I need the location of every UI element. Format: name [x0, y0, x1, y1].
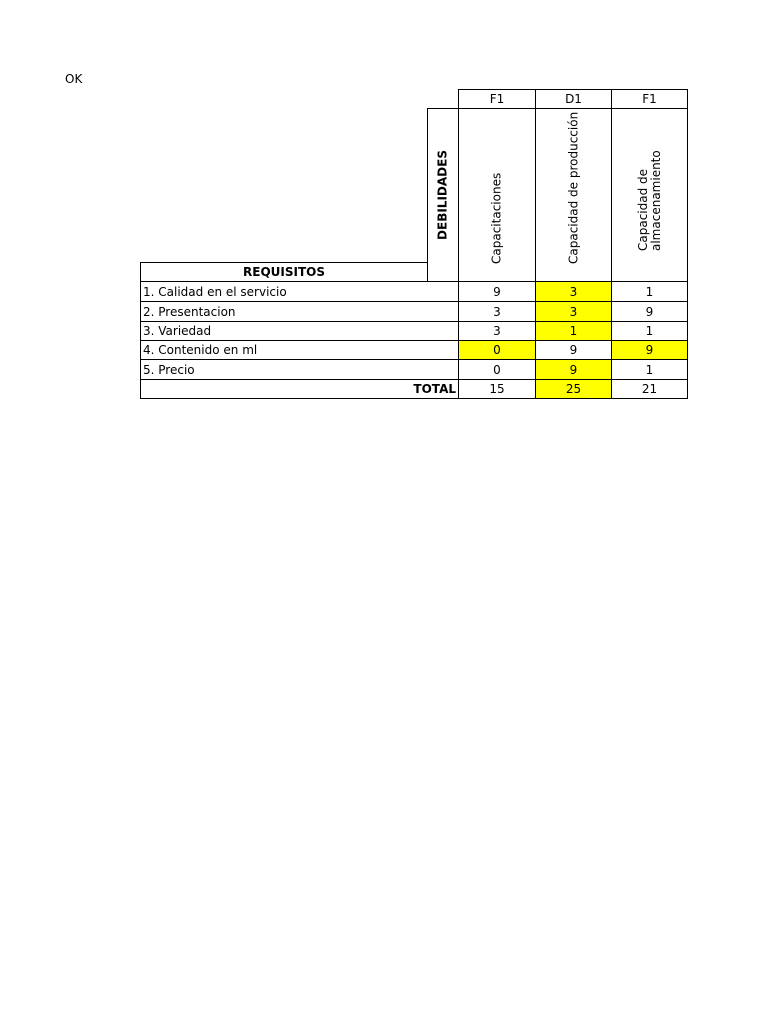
debilidades-header [427, 108, 459, 282]
row-1-value-2: 3 [535, 281, 612, 302]
row-3-value-1: 3 [458, 321, 536, 341]
column-name-2-cell [535, 108, 612, 282]
row-5-value-2: 9 [535, 359, 612, 380]
column-name-3: Capacidad de almacenamiento [635, 150, 663, 251]
column-name-3-cell [611, 108, 688, 282]
row-4-value-2: 9 [535, 340, 612, 360]
row-1-value-1: 9 [458, 281, 536, 302]
row-4-value-1: 0 [458, 340, 536, 360]
row-label-5: 5. Precio [140, 359, 459, 380]
column-name-1-cell [458, 108, 536, 282]
column-code-1: F1 [458, 89, 536, 109]
ok-note: OK [65, 72, 83, 86]
column-code-3: F1 [611, 89, 688, 109]
total-value-2: 25 [535, 379, 612, 399]
total-value-3: 21 [611, 379, 688, 399]
row-2-value-3: 9 [611, 301, 688, 322]
row-2-value-1: 3 [458, 301, 536, 322]
row-4-value-3: 9 [611, 340, 688, 360]
row-label-3: 3. Variedad [140, 321, 459, 341]
row-5-value-3: 1 [611, 359, 688, 380]
row-label-2: 2. Presentacion [140, 301, 459, 322]
requisitos-header: REQUISITOS [140, 262, 428, 282]
row-3-value-2: 1 [535, 321, 612, 341]
total-label: TOTAL [140, 379, 459, 399]
total-value-1: 15 [458, 379, 536, 399]
row-1-value-3: 1 [611, 281, 688, 302]
column-name-2: Capacidad de producción [566, 111, 580, 264]
row-3-value-3: 1 [611, 321, 688, 341]
row-label-4: 4. Contenido en ml [140, 340, 459, 360]
debilidades-label: DEBILIDADES [435, 150, 450, 240]
row-label-1: 1. Calidad en el servicio [140, 281, 459, 302]
column-code-2: D1 [535, 89, 612, 109]
row-5-value-1: 0 [458, 359, 536, 380]
row-2-value-2: 3 [535, 301, 612, 322]
column-name-1: Capacitaciones [489, 172, 504, 264]
